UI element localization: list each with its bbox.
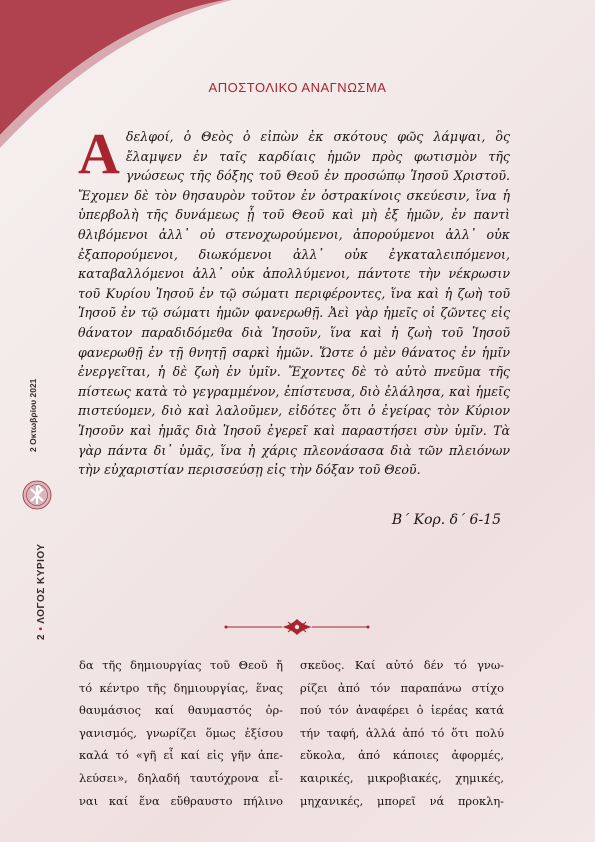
section-title: ΑΠΟΣΤΟΛΙΚΟ ΑΝΑΓΝΩΣΜΑ	[208, 80, 387, 95]
epistle-line: διὰ Ἰησοῦν, ἵνα καὶ ἡ ζωὴ τοῦ Ἰησοῦ φανερωθῇ ἐν τῇ θνητῇ	[78, 324, 510, 360]
epistle-line: περιφέροντες, ἵνα καὶ ἡ ζωὴ τοῦ Ἰησοῦ ἐν τῷ σώματι ἡμῶν	[78, 285, 510, 321]
column-line: μηχανικές, μπορεῖ νά προκλη-	[300, 793, 504, 808]
column-line: σκεῦος. Καί αὐτό δέν τό γνω-	[300, 658, 504, 672]
epistle-line: ἀπορούμενοι ἀλλ᾿ οὐκ ἐξαπορούμενοι, διωκόμενοι ἀλλ᾿ οὐκ	[78, 226, 510, 262]
epistle-line: Χριστοῦ. Ἔχομεν δὲ τὸν θησαυρὸν τοῦτον ἐν ὀστρακίνοις	[78, 168, 510, 203]
column-line: θαυμάσιος καί θαυμαστός ὀρ-	[79, 703, 283, 718]
column-line: καλά τό «γῆ εἶ καί εἰς γῆν ἀπε-	[79, 748, 283, 763]
epistle-line: γεγραμμένον, ἐπίστευσα, διὸ ἐλάλησα, καὶ ἡμεῖς πιστεύομεν,	[78, 383, 510, 419]
epistle-line: ζωὴ ἐν ὑμῖν. Ἔχοντες δὲ τὸ αὐτὸ πνεῦμα τῆς πίστεως κατὰ τὸ	[78, 364, 510, 399]
separator-bullet: •	[36, 626, 47, 631]
epistle-line: γνώσεως τῆς δόξης τοῦ Θεοῦ ἐν προσώπῳ Ἰησοῦ	[125, 168, 454, 184]
epistle-line: ἔλαμψεν ἐν ταῖς καρδίαις ἡμῶν πρὸς φωτισμὸν τῆς	[125, 148, 510, 164]
column-line: γανισμός, γνωρίζει ὅμως ἐξίσου	[79, 725, 283, 740]
column-line: ναι καί ἕνα εὔθραυστο πήλινο	[79, 793, 283, 808]
column-line: πού τόν ἀναφέρει ὁ ἱερέας κατά	[300, 703, 504, 718]
column-line: δα τῆς δημιουργίας τοῦ Θεοῦ ἤ	[79, 658, 283, 672]
sidebar-date	[28, 379, 38, 452]
scripture-reference: Β΄ Κορ. δ΄ 6-15	[391, 512, 501, 528]
epistle-line: φανερωθῇ. Ἀεὶ γὰρ ἡμεῖς οἱ ζῶντες εἰς θάνατον παραδιδόμεθα	[78, 305, 510, 340]
dropcap: Α	[78, 121, 120, 186]
epistle-line: δελφοί, ὁ Θεὸς ὁ εἰπὼν ἐκ σκότους φῶς λάμψαι, ὃς	[125, 129, 510, 144]
epistle-line: πάντοτε τὴν νέκρωσιν τοῦ Κυρίου Ἰησοῦ ἐν τῷ σώματι	[78, 266, 510, 301]
column-line: τήν ταφή, ἀλλά ἀπό τό ὅτι πολύ	[300, 725, 504, 740]
column-line: λεύσει», δηλαδή ταυτόχρονα εἶ-	[79, 770, 283, 785]
body-column-right	[300, 654, 504, 812]
sidebar-footer	[36, 543, 47, 640]
column-line: εὔκολα, ἀπό κάποιες ἀφορμές,	[300, 748, 504, 763]
epistle-line: σαρκὶ ἡμῶν. Ὥστε ὁ μὲν θάνατος ἐν ἡμῖν ἐνεργεῖται, ἡ δὲ	[78, 344, 510, 380]
issue-date: 2 Οκτωβρίου 2021	[28, 378, 38, 452]
column-line: ρίζει ἀπό τόν παραπάνω στίχο	[300, 680, 504, 695]
epistle-line: μὴ ἐξ ἡμῶν, ἐν παντὶ θλιβόμενοι ἀλλ᾿ οὐ στενοχωρούμενοι,	[78, 207, 510, 242]
column-line: τό κέντρο τῆς δημιουργίας, ἕνας	[79, 680, 283, 695]
floral-divider-ornament	[222, 616, 372, 638]
page-number: 2	[36, 633, 47, 640]
epistle-line: πάντα δι᾿ ὑμᾶς, ἵνα ἡ χάρις πλεονάσασα διὰ τῶν πλειόνων τὴν	[78, 442, 510, 478]
chi-rho-emblem-icon	[22, 480, 52, 510]
epistle-text	[78, 121, 511, 480]
epistle-line: εὐχαριστίαν περισσεύσῃ εἰς τὴν δόξαν τοῦ Θεοῦ.	[104, 462, 421, 478]
publication-name: ΛΟΓΟΣ ΚΥΡΙΟΥ	[36, 543, 47, 624]
epistle-line: καὶ ἡμᾶς διὰ Ἰησοῦ ἐγερεῖ καὶ παραστήσει σὺν ὑμῖν. Τὰ γὰρ	[78, 422, 511, 458]
epistle-line: διὸ καὶ λαλοῦμεν, εἰδότες ὅτι ὁ ἐγείρας τὸν Κύριον Ἰησοῦν	[78, 403, 510, 438]
epistle-line: ἐγκαταλειπόμενοι, καταβαλλόμενοι ἀλλ᾿ οὐκ ἀπολλύμενοι,	[78, 246, 510, 282]
column-line: καιρικές, μικροβιακές, χημικές,	[300, 770, 504, 785]
body-column-left	[79, 654, 283, 812]
epistle-line: σκεύεσιν, ἵνα ἡ ὑπερβολὴ τῆς δυνάμεως ᾖ τοῦ Θεοῦ καὶ	[78, 187, 510, 223]
